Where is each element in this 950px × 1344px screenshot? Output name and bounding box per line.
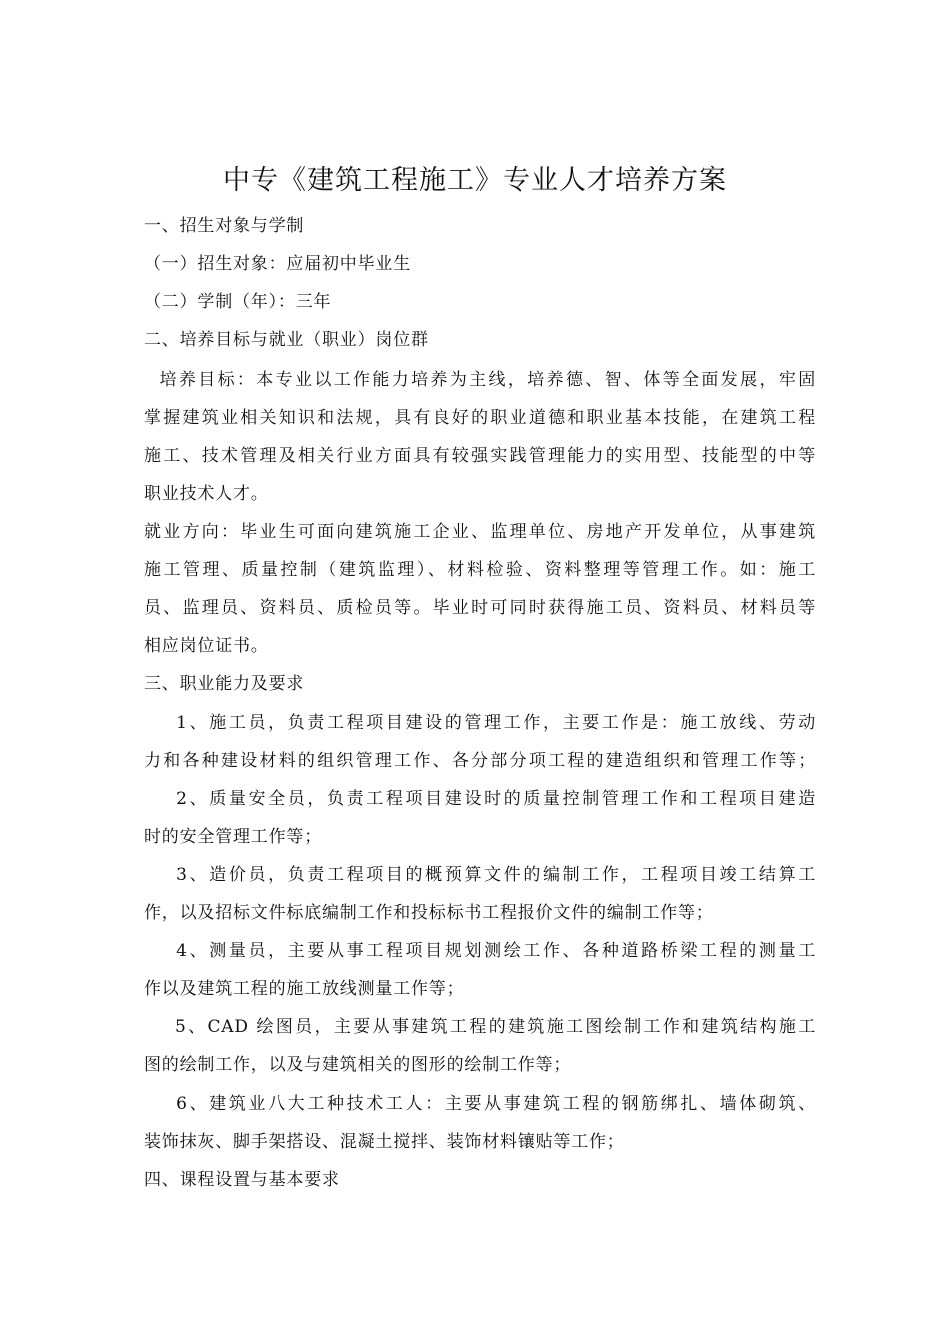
section-heading-4: 四、课程设置与基本要求	[144, 1170, 340, 1190]
list-item-line: 力和各种建设材料的组织管理工作、各分部分项工程的建造组织和管理工作等；	[144, 751, 816, 771]
paragraph-line: 掌握建筑业相关知识和法规，具有良好的职业道德和职业基本技能，在建筑工程	[144, 408, 816, 428]
list-item-line: 5、CAD 绘图员，主要从事建筑工程的建筑施工图绘制工作和建筑结构施工	[144, 1017, 816, 1037]
section-heading-2: 二、培养目标与就业（职业）岗位群	[144, 330, 429, 350]
list-item-line: 3、造价员，负责工程项目的概预算文件的编制工作，工程项目竣工结算工	[144, 865, 816, 885]
list-item-line: 图的绘制工作，以及与建筑相关的图形的绘制工作等；	[144, 1055, 572, 1075]
list-item-line: 装饰抹灰、脚手架搭设、混凝土搅拌、装饰材料镶贴等工作；	[144, 1132, 625, 1152]
paragraph-line: 施工管理、质量控制（建筑监理）、材料检验、资料整理等管理工作。如：施工	[144, 560, 816, 580]
paragraph-line: 就业方向：毕业生可面向建筑施工企业、监理单位、房地产开发单位，从事建筑	[144, 522, 816, 542]
list-item-line: 2、质量安全员，负责工程项目建设时的质量控制管理工作和工程项目建造	[144, 789, 816, 809]
paragraph-line: 相应岗位证书。	[144, 636, 269, 656]
section-heading-1: 一、招生对象与学制	[144, 216, 305, 236]
subsection-duration: （二）学制（年）：三年	[144, 292, 332, 312]
section-heading-3: 三、职业能力及要求	[144, 674, 305, 694]
list-item-line: 作以及建筑工程的施工放线测量工作等；	[144, 979, 465, 999]
paragraph-line: 施工、技术管理及相关行业方面具有较强实践管理能力的实用型、技能型的中等	[144, 446, 816, 466]
document-title: 中专《建筑工程施工》专业人才培养方案	[223, 165, 727, 196]
subsection-enrollment-target: （一）招生对象：应届初中毕业生	[144, 254, 411, 274]
list-item-line: 作，以及招标文件标底编制工作和投标标书工程报价文件的编制工作等；	[144, 903, 714, 923]
list-item-line: 6、建筑业八大工种技术工人：主要从事建筑工程的钢筋绑扎、墙体砌筑、	[144, 1094, 816, 1114]
list-item-line: 4、测量员，主要从事工程项目规划测绘工作、各种道路桥梁工程的测量工	[144, 941, 816, 961]
paragraph-line: 培养目标：本专业以工作能力培养为主线，培养德、智、体等全面发展，牢固	[144, 370, 816, 390]
paragraph-line: 员、监理员、资料员、质检员等。毕业时可同时获得施工员、资料员、材料员等	[144, 598, 816, 618]
paragraph-line: 职业技术人才。	[144, 484, 269, 504]
list-item-line: 时的安全管理工作等；	[144, 827, 322, 847]
list-item-line: 1、施工员，负责工程项目建设的管理工作，主要工作是：施工放线、劳动	[144, 713, 816, 733]
